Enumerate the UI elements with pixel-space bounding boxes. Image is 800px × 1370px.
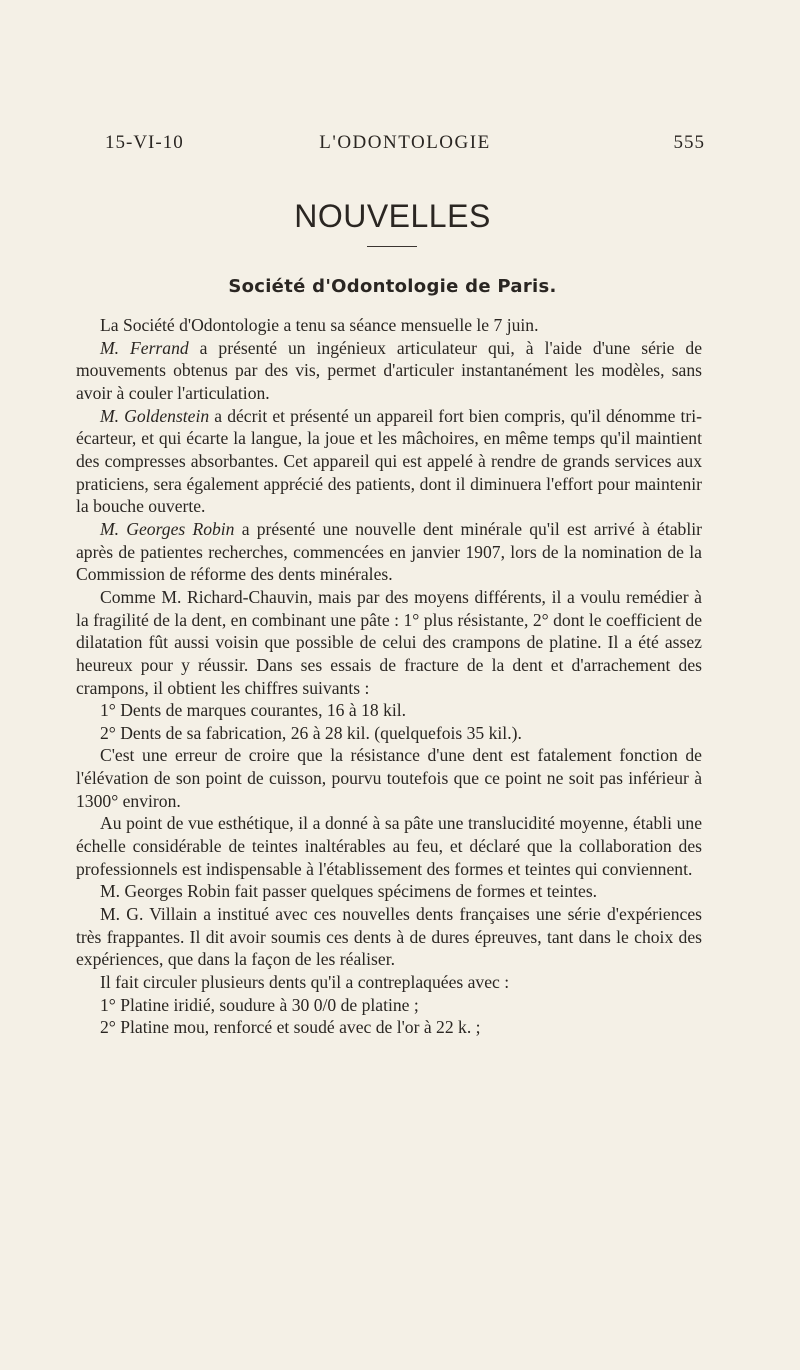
paragraph-text: 1° Dents de marques courantes, 16 à 18 kil. — [100, 700, 407, 721]
paragraph — [76, 722, 702, 745]
paragraph — [76, 994, 702, 1017]
section-title: NOUVELLES — [294, 198, 491, 234]
paragraph-text: La Société d'Odontologie a tenu sa séance mensuelle le 7 juin. — [100, 315, 539, 335]
paragraph-text: a présenté une nouvelle dent minérale qu'il est arrivé à établir après de patientes recherches, commencées en janvier 1907, lors de la nomination de la Commission de réforme des dents minérales. — [76, 518, 702, 585]
paragraph — [76, 1016, 702, 1039]
paragraph-text: C'est une erreur de croire que la résistance d'une dent est fatalement fonction de l'élévation de son point de cuisson, pourvu toutefois que ce point ne soit pas inférieur à 1300° environ. — [76, 745, 702, 811]
paragraph — [76, 744, 702, 812]
paragraph — [76, 971, 702, 994]
page-number: 555 — [673, 132, 705, 153]
journal-name: L'ODONTOLOGIE — [319, 132, 491, 153]
paragraph-text: Comme M. Richard-Chauvin, mais par des moyens différents, il a voulu remédier à la fragilité de la dent, en combinant une pâte : 1° plus résistante, 2° dont le coefficient de dilatation fût aussi voisin que possible de celui des crampons de platine. Il a été assez heureux pour y réussir. Dans ses essais de fracture de la dent et d'arrachement des crampons, il obtient les chiffres suivants : — [76, 586, 702, 698]
section-subtitle: Société d'Odontologie de Paris. — [228, 276, 557, 297]
paragraph-text: 2° Platine mou, renforcé et soudé avec de l'or à 22 k. ; — [100, 1017, 481, 1038]
paragraph — [76, 314, 702, 337]
paragraph-text: Il fait circuler plusieurs dents qu'il a contreplaquées avec : — [100, 972, 510, 993]
paragraph-text: 2° Dents de sa fabrication, 26 à 28 kil. (quelquefois 35 kil.). — [100, 722, 522, 743]
paragraph — [76, 903, 702, 971]
paragraph — [76, 405, 702, 518]
issue-date: 15-VI-10 — [105, 132, 184, 153]
paragraph-text: Au point de vue esthétique, il a donné à sa pâte une translucidité moyenne, établi une échelle considérable de teintes inaltérables au feu, et déclaré que la collaboration des professionnels est indispensable à l'établissement des formes et teintes qui conviennent. — [76, 813, 702, 879]
paragraph — [76, 880, 702, 903]
paragraph-text: M. G. Villain a institué avec ces nouvelles dents françaises une série d'expériences très frappantes. Il dit avoir soumis ces dents à de dures épreuves, tant dans le choix des expériences, que dans la façon de les réaliser. — [76, 904, 702, 970]
paragraph-lead: M. Georges Robin — [100, 518, 235, 539]
paragraph — [76, 812, 702, 880]
paragraph-text: M. Georges Robin fait passer quelques spécimens de formes et teintes. — [100, 881, 598, 902]
paragraph-text: a présenté un ingénieux articulateur qui, à l'aide d'une série de mouvements obtenus par des vis, permet d'articuler instantanément les modèles, sans avoir à couler l'articulation. — [76, 337, 703, 403]
paragraph — [76, 699, 702, 722]
paragraph — [76, 586, 702, 699]
paragraph-text: 1° Platine iridié, soudure à 30 0/0 de platine ; — [100, 994, 419, 1015]
paragraph-lead: M. Ferrand — [100, 337, 189, 358]
running-head — [105, 132, 705, 156]
paragraph — [76, 518, 702, 586]
paragraph-text: a décrit et présenté un appareil fort bien compris, qu'il dénomme tri-écarteur, et qui écarte la langue, la joue et les mâchoires, en même temps qu'il maintient des compresses absorbantes. Cet appareil qui est appelé à rendre de grands services aux praticiens, sera également apprécié des patients, dont il diminuera l'effort pour maintenir la bouche ouverte. — [76, 405, 702, 517]
paragraph-lead: M. Goldenstein — [100, 405, 210, 426]
article-body — [76, 314, 702, 1039]
paragraph — [76, 337, 702, 405]
title-rule — [367, 246, 417, 247]
